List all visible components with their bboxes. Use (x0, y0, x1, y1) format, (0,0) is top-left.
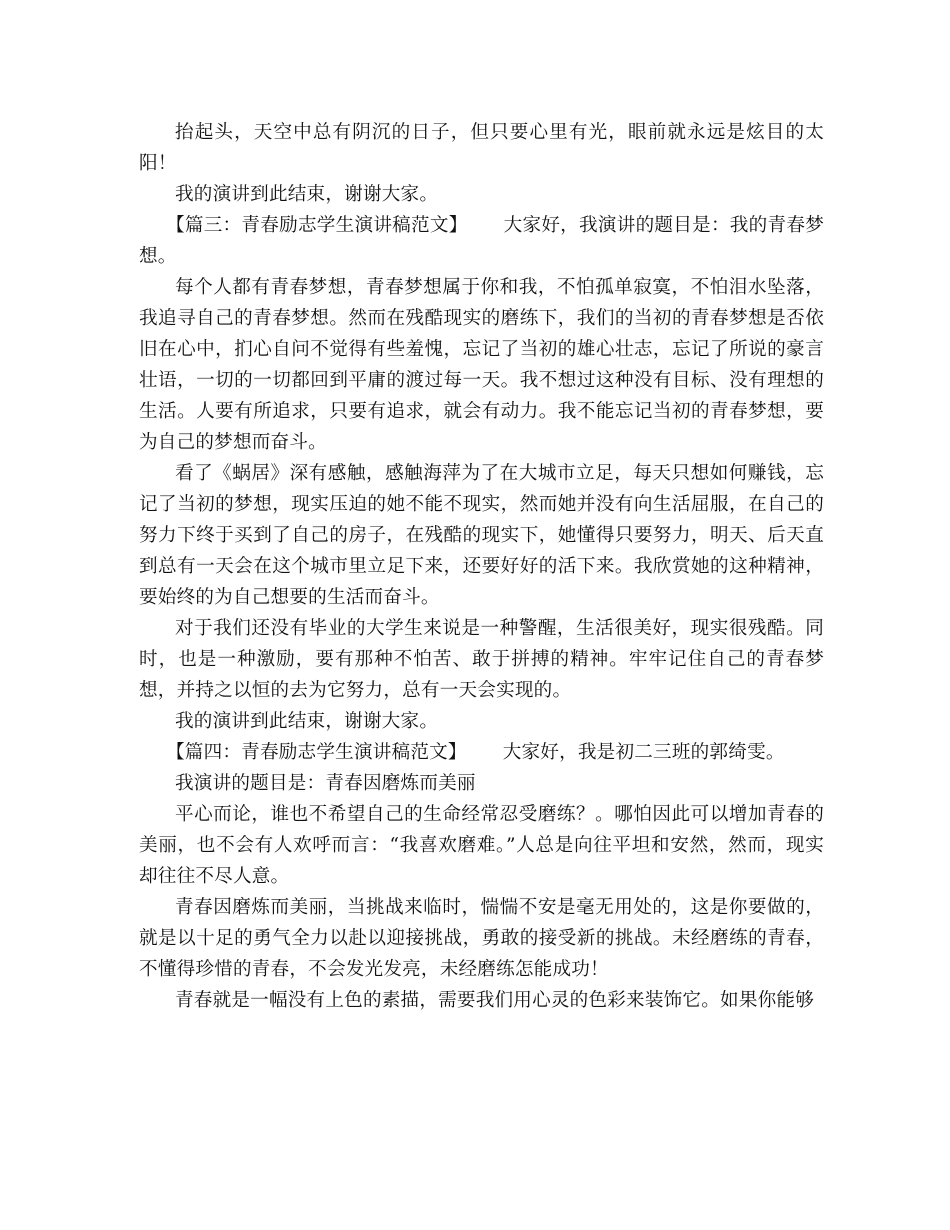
paragraph-text: 大家好，我是初二三班的郭绮雯。 (502, 742, 785, 763)
paragraph: 我演讲的题目是：青春因磨炼而美丽 (175, 773, 476, 794)
paragraph-text: 大家好，我演讲的题目是：我的青春梦想。 (139, 215, 824, 267)
paragraph: 我的演讲到此结束，谢谢大家。 (175, 711, 439, 732)
paragraph: 每个人都有青春梦想，青春梦想属于你和我，不怕孤单寂寞，不怕泪水坠落，我追寻自己的青春梦想。然而在残酷现实的磨练下，我们的当初的青春梦想是否依旧在心中，扪心自问不觉得有些羞愧，忘记了当初的雄心壮志，忘记了所说的豪言壮语，一切的一切都回到平庸的渡过每一天。我不想过这种没有目标、没有理想的生活。人要有所追求，只要有追求，就会有动力。我不能忘记当初的青春梦想，要为自己的梦想而奋斗。 (139, 277, 824, 453)
section-heading: 【篇三：青春励志学生演讲稿范文】 (166, 215, 468, 236)
paragraph: 看了《蜗居》深有感触，感触海萍为了在大城市立足，每天只想如何赚钱，忘记了当初的梦想，现实压迫的她不能不现实，然而她并没有向生活屈服，在自己的努力下终于买到了自己的房子，在残酷的现实下，她懂得只要努力，明天、后天直到总有一天会在这个城市里立足下来，还要好好的活下来。我欣赏她的这种精神，要始终的为自己想要的生活而奋斗。 (139, 463, 824, 608)
section-heading-paragraph (139, 210, 824, 272)
paragraph: 我的演讲到此结束，谢谢大家。 (175, 184, 439, 205)
section-heading-paragraph (139, 737, 824, 768)
section-heading: 【篇四：青春励志学生演讲稿范文】 (166, 742, 467, 763)
paragraph: 青春因磨炼而美丽，当挑战来临时，惴惴不安是毫无用处的，这是你要做的，就是以十足的勇气全力以赴以迎接挑战，勇敢的接受新的挑战。未经磨练的青春，不懂得珍惜的青春，不会发光发亮，未经磨练怎能成功！ (139, 897, 824, 980)
paragraph: 对于我们还没有毕业的大学生来说是一种警醒，生活很美好，现实很残酷。同时，也是一种激励，要有那种不怕苦、敢于拼搏的精神。牢牢记住自己的青春梦想，并持之以恒的去为它努力，总有一天会实现的。 (139, 618, 824, 701)
paragraph: 抬起头，天空中总有阴沉的日子，但只要心里有光，眼前就永远是炫目的太阳！ (139, 122, 824, 174)
document-page (139, 117, 824, 1016)
paragraph: 平心而论，谁也不希望自己的生命经常忍受磨练？。哪怕因此可以增加青春的美丽，也不会有人欢呼而言：“我喜欢磨难。”人总是向往平坦和安然，然而，现实却往往不尽人意。 (139, 804, 824, 887)
paragraph: 青春就是一幅没有上色的素描，需要我们用心灵的色彩来装饰它。如果你能够 (175, 990, 814, 1011)
